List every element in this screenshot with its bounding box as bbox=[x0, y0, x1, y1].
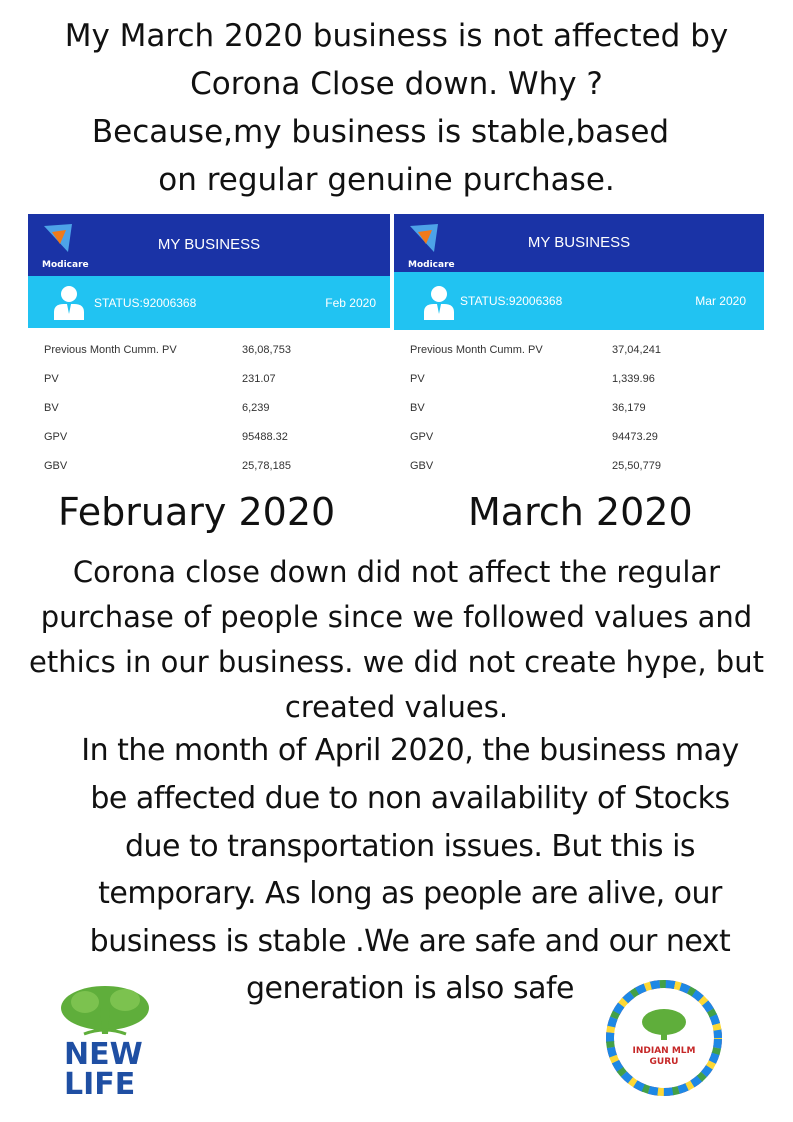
row-value: 94473.29 bbox=[612, 431, 658, 443]
headline-line-2: Corona Close down. Why ? bbox=[190, 66, 603, 102]
table-row bbox=[28, 398, 390, 427]
table-row bbox=[28, 340, 390, 369]
table-row bbox=[28, 427, 390, 456]
status-month: Feb 2020 bbox=[325, 296, 376, 310]
panel-header bbox=[394, 214, 764, 272]
new-life-line-1: NEW bbox=[64, 1037, 143, 1072]
paragraph-1-line-2: purchase of people since we followed values and bbox=[40, 600, 753, 634]
row-value: 231.07 bbox=[242, 373, 276, 385]
row-value: 25,78,185 bbox=[242, 460, 291, 472]
headline-line-3: Because,my business is stable,based bbox=[91, 114, 670, 150]
paragraph-2-line-2: be affected due to non availability of Stocks bbox=[90, 781, 730, 816]
paragraph-2-line-4: temporary. As long as people are alive, our bbox=[98, 876, 722, 911]
row-label: PV bbox=[44, 373, 59, 385]
paragraph-2-line-1: In the month of April 2020, the business may bbox=[81, 733, 739, 768]
status-bar bbox=[28, 276, 390, 328]
status-bar bbox=[394, 272, 764, 330]
row-value: 36,08,753 bbox=[242, 344, 291, 356]
paragraph-2-line-5: business is stable .We are safe and our next bbox=[89, 924, 731, 959]
user-icon bbox=[52, 284, 86, 320]
panel-title: MY BUSINESS bbox=[527, 234, 631, 251]
table-row bbox=[28, 369, 390, 398]
row-value: 37,04,241 bbox=[612, 344, 661, 356]
row-label: BV bbox=[410, 402, 425, 414]
business-panel-mar bbox=[394, 214, 764, 476]
row-label: PV bbox=[410, 373, 425, 385]
row-label: Previous Month Cumm. PV bbox=[44, 344, 177, 356]
people-circle-icon bbox=[604, 978, 724, 1098]
headline-line-4: on regular genuine purchase. bbox=[158, 162, 615, 198]
table-row bbox=[394, 456, 764, 485]
modicare-logo-text: Modicare bbox=[408, 260, 455, 270]
row-label: Previous Month Cumm. PV bbox=[410, 344, 543, 356]
row-label: GPV bbox=[410, 431, 434, 443]
paragraph-1-line-4: created values. bbox=[284, 690, 509, 724]
indian-mlm-guru-line-1: INDIAN MLM bbox=[632, 1046, 696, 1056]
status-id: STATUS:92006368 bbox=[94, 296, 197, 310]
row-value: 25,50,779 bbox=[612, 460, 661, 472]
paragraph-1-line-1: Corona close down did not affect the regular bbox=[72, 555, 721, 589]
month-label-feb: February 2020 bbox=[58, 490, 336, 534]
stats-table bbox=[28, 340, 390, 485]
status-id: STATUS:92006368 bbox=[460, 294, 563, 308]
row-value: 36,179 bbox=[612, 402, 646, 414]
paragraph-2-line-6: generation is also safe bbox=[246, 971, 574, 1006]
business-panel-feb bbox=[28, 214, 390, 476]
indian-mlm-guru-logo bbox=[604, 978, 724, 1098]
new-life-logo bbox=[50, 982, 180, 1100]
new-life-line-2: LIFE bbox=[64, 1067, 136, 1100]
row-label: BV bbox=[44, 402, 59, 414]
stats-table bbox=[394, 340, 764, 485]
headline-line-1: My March 2020 business is not affected by bbox=[64, 18, 729, 54]
user-icon bbox=[422, 284, 456, 320]
panel-header bbox=[28, 214, 390, 276]
table-row bbox=[394, 340, 764, 369]
modicare-logo-text: Modicare bbox=[42, 260, 89, 270]
month-label-mar: March 2020 bbox=[468, 490, 693, 534]
table-row bbox=[394, 369, 764, 398]
table-row bbox=[394, 427, 764, 456]
row-label: GBV bbox=[410, 460, 434, 472]
indian-mlm-guru-line-2: GURU bbox=[649, 1057, 679, 1067]
table-row bbox=[28, 456, 390, 485]
paragraph-1-line-3: ethics in our business. we did not create hype, but bbox=[29, 645, 764, 679]
table-row bbox=[394, 398, 764, 427]
tree-icon bbox=[50, 982, 180, 1100]
row-value: 6,239 bbox=[242, 402, 270, 414]
panel-title: MY BUSINESS bbox=[157, 236, 261, 253]
row-value: 1,339.96 bbox=[612, 373, 655, 385]
row-value: 95488.32 bbox=[242, 431, 288, 443]
row-label: GBV bbox=[44, 460, 68, 472]
status-month: Mar 2020 bbox=[695, 294, 746, 308]
row-label: GPV bbox=[44, 431, 68, 443]
paragraph-2-line-3: due to transportation issues. But this is bbox=[124, 829, 696, 864]
